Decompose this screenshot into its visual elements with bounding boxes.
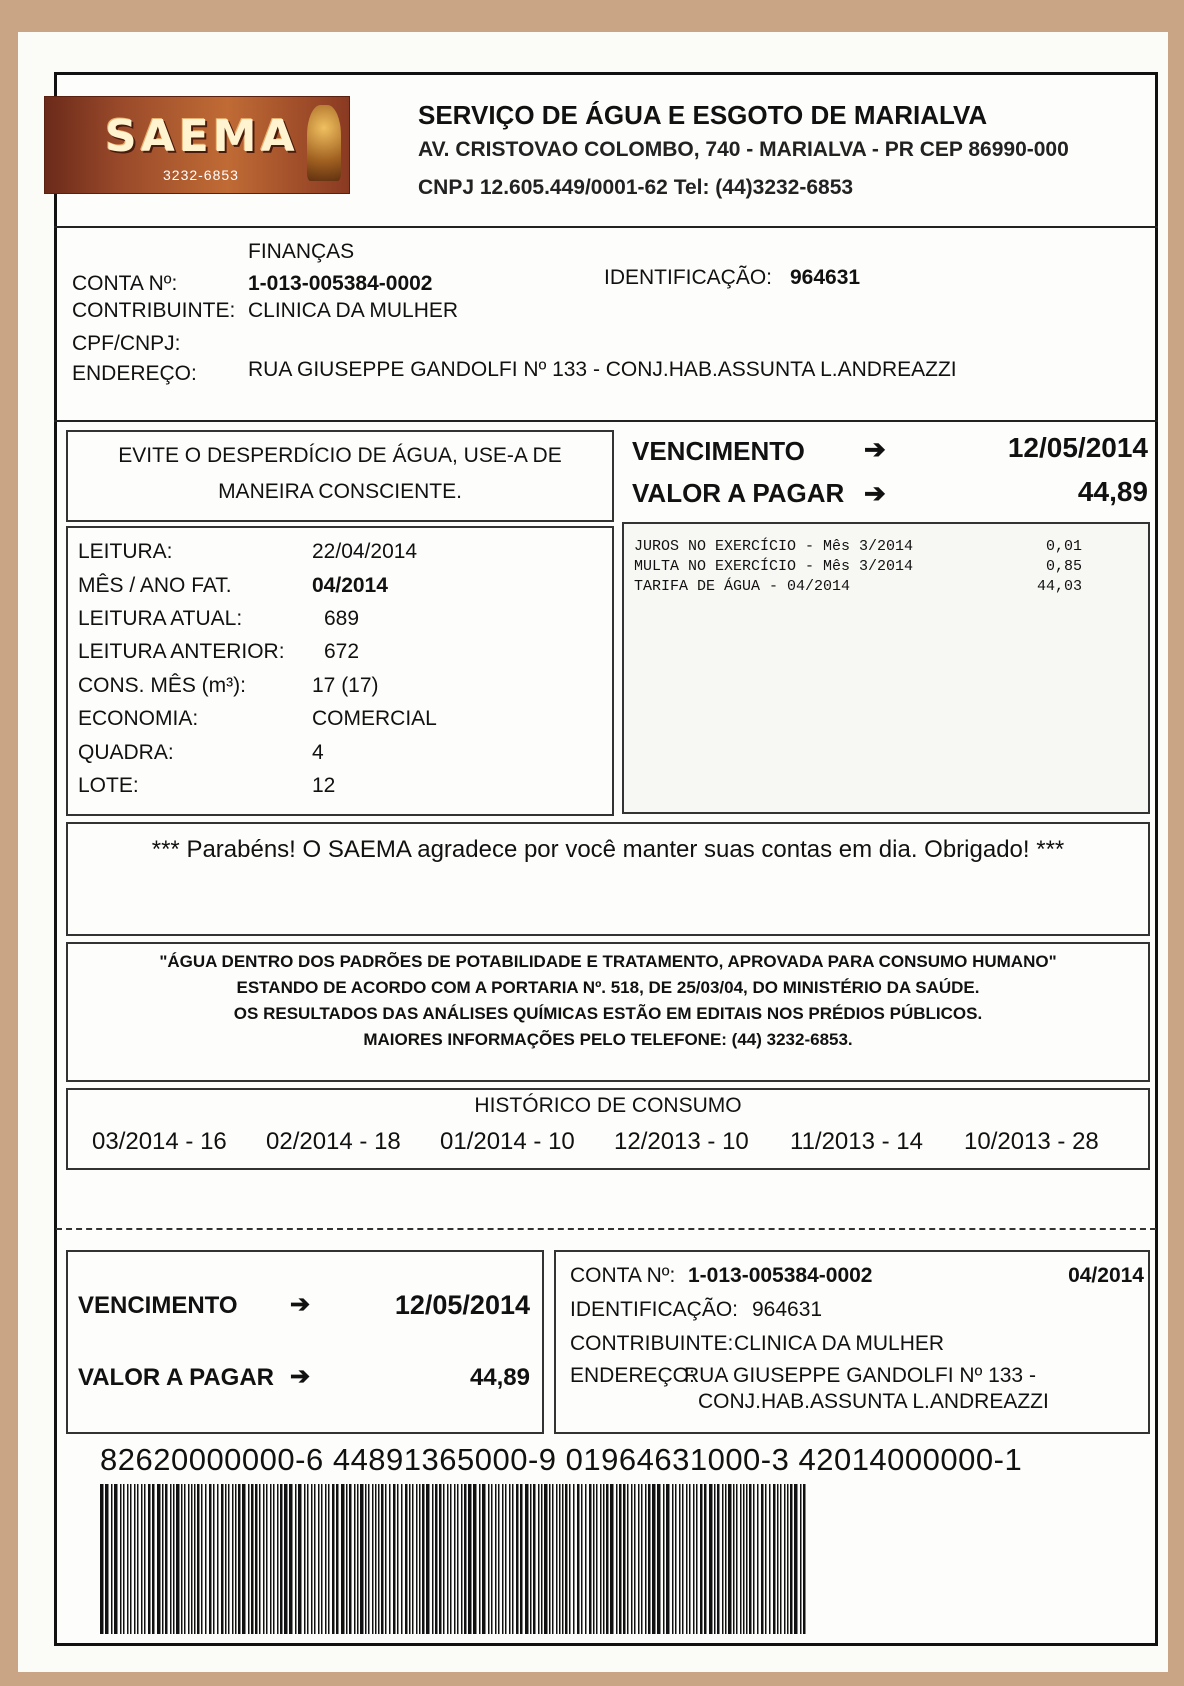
org-cnpj-tel: CNPJ 12.605.449/0001-62 Tel: (44)3232-6853 — [418, 176, 854, 199]
reading-label: CONS. MÊS (m³): — [78, 674, 246, 697]
barcode-bar — [209, 1484, 212, 1634]
barcode-bar — [533, 1484, 536, 1634]
barcode-bar — [381, 1484, 384, 1634]
barcode-bar — [498, 1484, 500, 1634]
barcode-bar — [432, 1484, 434, 1634]
charge-description: MULTA NO EXERCÍCIO - Mês 3/2014 — [634, 558, 914, 575]
barcode-bar — [134, 1484, 136, 1634]
quality-line-4: MAIORES INFORMAÇÕES PELO TELEFONE: (44) 3232-6853. — [363, 1030, 853, 1049]
barcode-bar — [304, 1484, 306, 1634]
logo-phone: 3232-6853 — [163, 167, 239, 183]
barcode-bar — [509, 1484, 511, 1634]
reading-value: COMERCIAL — [312, 707, 437, 730]
cpf-label: CPF/CNPJ: — [72, 332, 181, 355]
address-value: RUA GIUSEPPE GANDOLFI Nº 133 - CONJ.HAB.ASSUNTA L.ANDREAZZI — [248, 358, 957, 381]
barcode-bar — [148, 1484, 151, 1634]
barcode-bar — [714, 1484, 716, 1634]
barcode-bar — [372, 1484, 374, 1634]
barcode-bar — [457, 1484, 459, 1634]
barcode-bar — [194, 1484, 196, 1634]
barcode-bar — [393, 1484, 396, 1634]
barcode-bar — [464, 1484, 467, 1634]
charge-value: 0,01 — [1045, 538, 1082, 555]
barcode-bar — [173, 1484, 175, 1634]
barcode-bar — [197, 1484, 200, 1634]
reading-label: ECONOMIA: — [78, 707, 199, 730]
barcode-bar — [749, 1484, 752, 1634]
barcode-bar — [473, 1484, 477, 1634]
charge-value: 44,03 — [1036, 578, 1082, 595]
stub-due-label: VENCIMENTO — [78, 1292, 238, 1319]
stub-account-label: CONTA Nº: — [570, 1264, 676, 1287]
barcode-bar — [251, 1484, 254, 1634]
stub-amount-label: VALOR A PAGAR — [78, 1364, 274, 1391]
history-item: 10/2013 - 28 — [964, 1128, 1099, 1155]
water-quality-box — [66, 942, 1150, 1082]
reading-value: 17 (17) — [312, 674, 379, 697]
barcode-bar — [663, 1484, 665, 1634]
barcode-bar — [593, 1484, 595, 1634]
barcode-bar — [280, 1484, 283, 1634]
barcode-bar — [354, 1484, 356, 1634]
account-number: 1-013-005384-0002 — [248, 272, 433, 295]
barcode-bar — [623, 1484, 626, 1634]
barcode-bar — [740, 1484, 742, 1634]
barcode-bar — [736, 1484, 738, 1634]
barcode-bar — [318, 1484, 320, 1634]
account-label: CONTA Nº: — [72, 272, 178, 295]
barcode-bar — [238, 1484, 241, 1634]
barcode-bar — [349, 1484, 352, 1634]
barcode-bar — [581, 1484, 583, 1634]
barcode-bar — [346, 1484, 348, 1634]
notice-line-2: MANEIRA CONSCIENTE. — [218, 480, 462, 503]
barcode-bar — [137, 1484, 139, 1634]
barcode-bar — [341, 1484, 345, 1634]
barcode-bar — [520, 1484, 523, 1634]
barcode-bar — [225, 1484, 227, 1634]
history-title: HISTÓRICO DE CONSUMO — [474, 1094, 742, 1117]
barcode-bar — [562, 1484, 564, 1634]
barcode-bar — [538, 1484, 540, 1634]
barcode-bar — [753, 1484, 755, 1634]
barcode-bar — [221, 1484, 224, 1634]
barcode-bar — [270, 1484, 272, 1634]
saema-logo — [44, 96, 350, 194]
stub-payment-box — [66, 1250, 544, 1434]
barcode-bar — [686, 1484, 688, 1634]
barcode-bar — [502, 1484, 504, 1634]
barcode-bar — [248, 1484, 250, 1634]
barcode-bar — [631, 1484, 633, 1634]
barcode-bar — [488, 1484, 490, 1634]
barcode-bar — [784, 1484, 786, 1634]
barcode-bar — [191, 1484, 193, 1634]
barcode-bar — [259, 1484, 261, 1634]
barcode-bar — [385, 1484, 387, 1634]
barcode-bar — [114, 1484, 118, 1634]
department: FINANÇAS — [248, 240, 355, 263]
barcode-bar — [170, 1484, 172, 1634]
barcode-bar — [585, 1484, 587, 1634]
notice-line-1: EVITE O DESPERDÍCIO DE ÁGUA, USE-A DE — [118, 444, 562, 467]
stub-id-value: 964631 — [752, 1298, 823, 1321]
barcode-bar — [700, 1484, 703, 1634]
barcode-bar — [263, 1484, 265, 1634]
barcode-bar — [184, 1484, 186, 1634]
barcode-bar — [289, 1484, 293, 1634]
barcode-bar — [491, 1484, 493, 1634]
due-label: VENCIMENTO — [632, 436, 805, 466]
barcode-bar — [409, 1484, 411, 1634]
barcode-bar — [648, 1484, 651, 1634]
barcode-bar — [746, 1484, 748, 1634]
quality-line-1: "ÁGUA DENTRO DOS PADRÕES DE POTABILIDADE E TRATAMENTO, APROVADA PARA CONSUMO HUMANO" — [159, 952, 1057, 971]
barcode-bar — [450, 1484, 452, 1634]
barcode-bar — [672, 1484, 674, 1634]
barcode-bar — [512, 1484, 514, 1634]
barcode-bar — [556, 1484, 558, 1634]
stub-contributor-label: CONTRIBUINTE: — [570, 1332, 734, 1355]
barcode-bar — [634, 1484, 636, 1634]
barcode-bar — [757, 1484, 759, 1634]
contributor-value: CLINICA DA MULHER — [248, 299, 459, 322]
barcode-bar — [717, 1484, 720, 1634]
barcode-bar — [141, 1484, 143, 1634]
barcode-bar — [439, 1484, 442, 1634]
barcode-bar — [232, 1484, 234, 1634]
stub-due-date: 12/05/2014 — [394, 1290, 530, 1320]
barcode-bar — [709, 1484, 713, 1634]
stub-id-label: IDENTIFICAÇÃO: — [570, 1298, 739, 1321]
address-label: ENDEREÇO: — [72, 362, 197, 385]
customer-divider — [54, 420, 1158, 422]
barcode-bar — [181, 1484, 183, 1634]
barcode-bar — [325, 1484, 327, 1634]
cut-line — [56, 1228, 1156, 1230]
stub-contributor-value: CLINICA DA MULHER — [734, 1332, 945, 1355]
history-item: 11/2013 - 14 — [790, 1128, 923, 1155]
barcode-bar — [606, 1484, 609, 1634]
due-date: 12/05/2014 — [1007, 432, 1148, 463]
barcode-bar — [530, 1484, 532, 1634]
barcode-bar — [679, 1484, 681, 1634]
barcode-bar — [780, 1484, 782, 1634]
reading-label: QUADRA: — [78, 741, 174, 764]
barcode-bar — [610, 1484, 614, 1634]
barcode-bar — [689, 1484, 691, 1634]
barcode-bar — [495, 1484, 497, 1634]
reading-value: 22/04/2014 — [312, 540, 418, 563]
barcode-bar — [123, 1484, 125, 1634]
barcode-bar — [454, 1484, 456, 1634]
barcode-bar — [412, 1484, 414, 1634]
reading-label: MÊS / ANO FAT. — [78, 574, 232, 597]
barcode-bar — [357, 1484, 359, 1634]
barcode-bar — [577, 1484, 580, 1634]
contributor-label: CONTRIBUINTE: — [72, 299, 236, 322]
org-name: SERVIÇO DE ÁGUA E ESGOTO DE MARIALVA — [418, 100, 988, 130]
reading-label: LEITURA ATUAL: — [78, 607, 243, 630]
stub-period: 04/2014 — [1068, 1264, 1144, 1287]
barcode-bar — [277, 1484, 279, 1634]
barcode-bar — [600, 1484, 602, 1634]
barcode-bar — [360, 1484, 364, 1634]
barcode-bar — [693, 1484, 695, 1634]
barcode-bar — [435, 1484, 438, 1634]
barcode-bar — [525, 1484, 529, 1634]
reading-value: 672 — [324, 640, 360, 663]
barcode-bar — [188, 1484, 190, 1634]
thanks-message: *** Parabéns! O SAEMA agradece por você manter suas contas em dia. Obrigado! *** — [151, 836, 1065, 863]
barcode-bar — [365, 1484, 367, 1634]
barcode-bar — [733, 1484, 735, 1634]
barcode-bar — [368, 1484, 370, 1634]
barcode-bar — [769, 1484, 771, 1634]
barcode-bar — [657, 1484, 661, 1634]
barcode-bar — [627, 1484, 629, 1634]
stub-amount-arrow-icon: ➔ — [290, 1363, 311, 1390]
barcode-bar — [787, 1484, 789, 1634]
amount-due: 44,89 — [1077, 476, 1148, 507]
barcode-bar — [765, 1484, 767, 1634]
barcode-bar — [165, 1484, 168, 1634]
barcode-bar — [541, 1484, 543, 1634]
reading-value: 689 — [324, 607, 360, 630]
barcode-bar — [176, 1484, 180, 1634]
barcode-bar — [152, 1484, 155, 1634]
history-item: 01/2014 - 10 — [440, 1128, 575, 1155]
barcode-bar — [422, 1484, 425, 1634]
barcode-bar — [803, 1484, 806, 1634]
barcode-bar — [100, 1484, 104, 1634]
barcode-bar — [217, 1484, 219, 1634]
barcode-bar — [328, 1484, 330, 1634]
logo-text: SAEMA — [105, 111, 299, 162]
charge-description: TARIFA DE ÁGUA - 04/2014 — [634, 578, 851, 595]
history-item: 12/2013 - 10 — [614, 1128, 749, 1155]
amount-label: VALOR A PAGAR — [632, 478, 845, 508]
charge-description: JUROS NO EXERCÍCIO - Mês 3/2014 — [634, 538, 914, 555]
reading-value: 12 — [312, 774, 336, 797]
reading-value: 04/2014 — [312, 574, 388, 597]
barcode-bar — [336, 1484, 339, 1634]
barcode-bar — [666, 1484, 670, 1634]
reading-label: LEITURA: — [78, 540, 173, 563]
barcode-bar — [144, 1484, 146, 1634]
barcode-bar — [405, 1484, 408, 1634]
quality-line-2: ESTANDO DE ACORDO COM A PORTARIA Nº. 518, DE 25/03/04, DO MINISTÉRIO DA SAÚDE. — [236, 978, 980, 997]
barcode-bar — [255, 1484, 258, 1634]
stub-address-line-1: RUA GIUSEPPE GANDOLFI Nº 133 - — [684, 1364, 1036, 1387]
barcode-bar — [565, 1484, 568, 1634]
charge-value: 0,85 — [1045, 558, 1082, 575]
barcode-bar — [516, 1484, 519, 1634]
barcode-bar — [127, 1484, 129, 1634]
barcode-bar — [419, 1484, 421, 1634]
barcode-bar — [332, 1484, 335, 1634]
history-item: 02/2014 - 18 — [266, 1128, 401, 1155]
barcode-bar — [235, 1484, 237, 1634]
barcode-bar — [157, 1484, 161, 1634]
barcode-bar — [284, 1484, 288, 1634]
barcode-bar — [552, 1484, 554, 1634]
barcode-bar — [790, 1484, 793, 1634]
barcode-bar — [468, 1484, 472, 1634]
barcode-bar — [596, 1484, 598, 1634]
due-arrow-icon: ➔ — [864, 434, 886, 464]
barcode-bar — [761, 1484, 764, 1634]
stub-amount: 44,89 — [469, 1364, 530, 1391]
barcode-bar — [266, 1484, 268, 1634]
barcode-bar — [696, 1484, 698, 1634]
barcode-bar — [321, 1484, 323, 1634]
stub-address-line-2: CONJ.HAB.ASSUNTA L.ANDREAZZI — [698, 1390, 1049, 1413]
barcode-bar — [616, 1484, 618, 1634]
barcode-bar — [800, 1484, 802, 1634]
history-item: 03/2014 - 16 — [92, 1128, 227, 1155]
barcode-bar — [205, 1484, 207, 1634]
identification-value: 964631 — [790, 266, 861, 289]
stub-due-arrow-icon: ➔ — [290, 1291, 311, 1318]
barcode-bar — [213, 1484, 215, 1634]
barcode-bar — [461, 1484, 463, 1634]
barcode-bar — [743, 1484, 745, 1634]
amount-arrow-icon: ➔ — [864, 478, 886, 508]
barcode-digits: 82620000000-6 44891365000-9 01964631000-3 42014000000-1 — [100, 1442, 1023, 1477]
barcode-bar — [307, 1484, 309, 1634]
barcode-bar — [447, 1484, 449, 1634]
barcode-bar — [375, 1484, 377, 1634]
reading-label: LOTE: — [78, 774, 139, 797]
barcode-bar — [314, 1484, 316, 1634]
barcode-bar — [162, 1484, 164, 1634]
barcode-bar — [725, 1484, 727, 1634]
barcode-bar — [397, 1484, 399, 1634]
barcode-bar — [573, 1484, 575, 1634]
barcode-bar — [544, 1484, 548, 1634]
barcode-bar — [228, 1484, 230, 1634]
barcode-bar — [389, 1484, 391, 1634]
barcode-bar — [652, 1484, 656, 1634]
barcode-bar — [505, 1484, 507, 1634]
barcode-bar — [130, 1484, 132, 1634]
barcode-bar — [645, 1484, 647, 1634]
barcode-bar — [728, 1484, 732, 1634]
barcode-bar — [426, 1484, 430, 1634]
barcode-bar — [722, 1484, 724, 1634]
barcode-bar — [482, 1484, 486, 1634]
reading-box — [66, 526, 614, 816]
barcode-bar — [794, 1484, 798, 1634]
barcode-bar — [443, 1484, 445, 1634]
barcode-bar — [589, 1484, 592, 1634]
faucet-emblem-icon — [307, 105, 341, 181]
barcode-bar — [298, 1484, 302, 1634]
stub-account-number: 1-013-005384-0002 — [688, 1264, 873, 1287]
conservation-notice — [66, 430, 614, 522]
org-address: AV. CRISTOVAO COLOMBO, 740 - MARIALVA - PR CEP 86990-000 — [418, 138, 1069, 161]
barcode-bar — [777, 1484, 779, 1634]
reading-label: LEITURA ANTERIOR: — [78, 640, 285, 663]
quality-line-3: OS RESULTADOS DAS ANÁLISES QUÍMICAS ESTÃO EM EDITAIS NOS PRÉDIOS PÚBLICOS. — [233, 1004, 983, 1023]
barcode-bar — [111, 1484, 113, 1634]
barcode-bar — [682, 1484, 684, 1634]
barcode-bar — [638, 1484, 640, 1634]
stub-address-label: ENDEREÇO: — [570, 1364, 695, 1387]
barcode-bar — [773, 1484, 776, 1634]
barcode-bar — [201, 1484, 203, 1634]
reading-value: 4 — [312, 741, 324, 764]
barcode-bar — [273, 1484, 275, 1634]
barcode-bar — [603, 1484, 605, 1634]
barcode-bar — [704, 1484, 707, 1634]
barcode-bar — [559, 1484, 561, 1634]
barcode-bar — [105, 1484, 109, 1634]
barcode-bar — [641, 1484, 643, 1634]
barcode-bar — [569, 1484, 571, 1634]
barcode-bar — [479, 1484, 481, 1634]
barcode-bar — [378, 1484, 380, 1634]
thanks-box — [66, 822, 1150, 936]
barcode-bar — [295, 1484, 297, 1634]
barcode-bar — [242, 1484, 246, 1634]
barcode-bar — [311, 1484, 313, 1634]
payment-barcode — [100, 1484, 806, 1634]
header-divider — [54, 226, 1158, 228]
barcode-bar — [120, 1484, 122, 1634]
barcode-bar — [401, 1484, 403, 1634]
barcode-bar — [549, 1484, 551, 1634]
identification-label: IDENTIFICAÇÃO: — [604, 266, 773, 289]
barcode-bar — [416, 1484, 418, 1634]
barcode-bar — [619, 1484, 622, 1634]
barcode-bar — [675, 1484, 677, 1634]
